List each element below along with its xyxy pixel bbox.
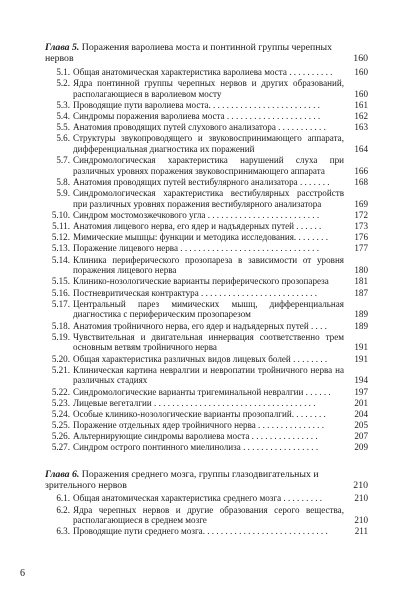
- chapter-number: Глава 5.: [45, 42, 80, 53]
- entry-title: Клиника периферического прозопареза в зависимости от уровня поражения лицевого нерва: [73, 254, 344, 276]
- entry-title: Чувствительная и двигательная иннервация соответственно трем основным ветвям тройничного нерва: [73, 331, 344, 353]
- chapter-heading: [45, 469, 368, 492]
- entry-title: Синдромологическая характеристика вестибулярных расстройств при различных уровнях поражения вестибулярного анализатора: [73, 188, 344, 209]
- entry-page: 164: [354, 143, 368, 154]
- toc-entry: [45, 288, 368, 299]
- entry-number: 5.27.: [51, 442, 70, 453]
- entry-number: 5.9.: [56, 188, 70, 199]
- entry-page: 161: [354, 99, 368, 110]
- entry-page: 160: [354, 88, 368, 99]
- entry-title: Ядра черепных нервов и другие образования серого вещества, располагающиеся в среднем мозге: [73, 504, 344, 526]
- entry-title: Анатомия проводящих путей вестибулярного анализатора . . . . . . .: [73, 176, 330, 187]
- entry-number: 5.4.: [56, 110, 70, 121]
- chapter-heading: [45, 42, 368, 65]
- toc-entry: [45, 67, 368, 78]
- entry-page: 205: [354, 420, 368, 431]
- entry-number: 5.21.: [51, 364, 70, 375]
- entry-page: 180: [354, 265, 368, 276]
- entry-title: Поражение отдельных ядер тройничного нерва . . . . . . . . . . . . . . .: [73, 420, 324, 431]
- entry-number: 5.18.: [51, 320, 70, 331]
- entry-number: 6.2.: [56, 504, 70, 515]
- entry-page: 207: [354, 431, 368, 442]
- entry-title: Синдромы поражения варолиева моста . . . . . . . . . . . . . . . . . . . . .: [73, 110, 321, 121]
- entry-number: 6.1.: [56, 493, 70, 504]
- entry-title: Общая характеристика различных видов лицевых болей . . . . . . . .: [73, 353, 328, 364]
- entry-page: 194: [354, 375, 368, 386]
- entry-title: Проводящие пути варолиева моста. . . . . . . . . . . . . . . . . . . . . . . . .: [73, 99, 320, 110]
- entry-page: 187: [354, 287, 368, 298]
- entry-number: 6.3.: [56, 526, 70, 537]
- entry-number: 5.24.: [51, 408, 70, 419]
- entry-page: 177: [354, 243, 368, 254]
- entry-page: 197: [354, 386, 368, 397]
- toc-entry: [45, 398, 368, 409]
- entry-number: 5.25.: [51, 420, 70, 431]
- entry-page: 204: [354, 408, 368, 419]
- entry-title: Альтернирующие синдромы варолиева моста . . . . . . . . . . . . . . .: [73, 431, 318, 442]
- toc-entry: [45, 354, 368, 365]
- toc-entry: [45, 155, 368, 176]
- toc-entry: [45, 505, 368, 526]
- entry-number: 5.5.: [56, 122, 70, 133]
- entry-number: 5.13.: [51, 243, 70, 254]
- entry-title: Клиническая картина невралгии и невропатии тройничного нерва на различных стадиях: [73, 364, 344, 386]
- toc-entry: [45, 387, 368, 398]
- toc-entry: [45, 232, 368, 243]
- entry-title: Общая анатомическая характеристика варолиева моста . . . . . . . . . .: [73, 66, 333, 77]
- entry-title: Поражение лицевого нерва . . . . . . . . . . . . . . . . . . . . . . . . . . . . . . .: [73, 243, 319, 254]
- chapter-number: Глава 6.: [45, 468, 80, 480]
- entry-page: 210: [354, 515, 368, 526]
- toc-entry: [45, 442, 368, 453]
- entry-title: Анатомия проводящих путей слухового анализатора . . . . . . . . . . .: [73, 122, 326, 133]
- chapter-page: 210: [353, 480, 368, 492]
- chapter-spacer: [45, 454, 368, 469]
- entry-page: 191: [354, 353, 368, 364]
- entry-number: 5.6.: [56, 133, 70, 144]
- entry-title: Постневритическая контрактура . . . . . . . . . . . . . . . . . . . . . . . . . .: [73, 287, 317, 298]
- entry-title: Синдромологическая характеристика нарушений слуха при различных уровнях поражения звуковоспринимающего аппарата: [73, 155, 344, 176]
- entry-number: 5.10.: [51, 209, 70, 220]
- chapter-page: 160: [353, 53, 368, 65]
- page-number: 6: [20, 568, 25, 579]
- toc-entry: [45, 365, 368, 386]
- toc-entry: [45, 243, 368, 254]
- entry-title: Центральный парез мимических мышц, дифференциальная диагностика с периферическим прозопарезом: [73, 298, 344, 320]
- entry-title: Ядра понтинной группы черепных нервов и других образований, располагающиеся в варолиевом мосту: [73, 78, 344, 99]
- entry-number: 5.7.: [56, 155, 70, 166]
- entry-page: 201: [354, 397, 368, 408]
- toc-entry: [45, 78, 368, 99]
- chapter-title: Поражения варолиева моста и понтинной группы черепных нервов: [45, 42, 332, 65]
- entry-number: 5.22.: [51, 386, 70, 397]
- entry-title: Синдромологические варианты тригеминальной невралгии . . . . . .: [73, 386, 331, 397]
- entry-page: 191: [354, 342, 368, 353]
- entry-page: 173: [354, 221, 368, 232]
- entry-title: Анатомия тройничного нерва, его ядер и надъядерных путей . . . .: [73, 320, 327, 331]
- entry-number: 5.1.: [56, 66, 70, 77]
- entry-number: 5.16.: [51, 287, 70, 298]
- toc-entry: [45, 409, 368, 420]
- entry-page: 166: [354, 165, 368, 176]
- toc-entry: [45, 122, 368, 133]
- entry-page: 168: [354, 176, 368, 187]
- entry-title: Лицевые вегеталгии . . . . . . . . . . . . . . . . . . . . . . . . . . . . . . . . . . . .: [73, 397, 316, 408]
- chapter-title: Поражения среднего мозга, группы глазодвигательных и зрительного нервов: [45, 468, 319, 492]
- entry-page: 209: [354, 442, 368, 453]
- entry-page: 176: [354, 232, 368, 243]
- entry-title: Особые клинико-нозологические варианты прозопалгий. . . . . . . .: [73, 408, 326, 419]
- entry-page: 210: [354, 493, 368, 504]
- entry-title: Клинико-нозологические варианты периферического прозопареза: [73, 276, 329, 287]
- toc-entry: [45, 255, 368, 276]
- toc-entry: [45, 210, 368, 221]
- entry-title: Синдром острого понтинного миелинолиза . . . . . . . . . . . . . . . . .: [73, 442, 319, 453]
- entry-number: 5.2.: [56, 78, 70, 88]
- entry-number: 5.26.: [51, 431, 70, 442]
- entry-number: 5.11.: [52, 221, 70, 232]
- entry-page: 189: [354, 320, 368, 331]
- entry-title: Проводящие пути среднего мозга. . . . . . . . . . . . . . . . . . . . . . . . . . . .: [73, 526, 328, 537]
- toc-entry: [45, 276, 368, 287]
- toc-entry: [45, 420, 368, 431]
- entry-title: Мимические мышцы: функции и методика исследования. . . . . . . .: [73, 232, 329, 243]
- entry-number: 5.14.: [51, 254, 70, 265]
- entry-page: 169: [354, 198, 368, 209]
- entry-page: 162: [354, 110, 368, 121]
- entry-page: 172: [354, 209, 368, 220]
- entry-title: Структуры звукопроводящего и звуковоспринимающего аппарата, дифференциальная диагностика их поражений: [73, 133, 344, 154]
- toc-entry: [45, 177, 368, 188]
- toc-entry: [45, 188, 368, 209]
- entry-page: 163: [354, 122, 368, 133]
- toc-entry: [45, 321, 368, 332]
- entry-title: Синдром мостомозжечкового угла . . . . . . . . . . . . . . . . . . . . . . . . .: [73, 209, 320, 220]
- entry-number: 5.20.: [51, 353, 70, 364]
- toc-entry: [45, 526, 368, 537]
- entry-number: 5.3.: [56, 99, 70, 110]
- toc-entry: [45, 133, 368, 154]
- entry-number: 5.12.: [51, 232, 70, 243]
- entry-title: Общая анатомическая характеристика среднего мозга . . . . . . . . .: [73, 493, 323, 504]
- entry-page: 211: [354, 526, 368, 537]
- entry-number: 5.8.: [56, 176, 70, 187]
- toc-entry: [45, 431, 368, 442]
- entry-number: 5.17.: [51, 298, 70, 309]
- entry-number: 5.19.: [51, 331, 70, 342]
- entry-page: 189: [354, 309, 368, 320]
- toc-entry: [45, 299, 368, 320]
- toc-entry: [45, 332, 368, 353]
- entry-page: 160: [354, 66, 368, 77]
- entry-number: 5.15.: [51, 276, 70, 287]
- entry-title: Анатомия лицевого нерва, его ядер и надъядерных путей . . . . . .: [73, 221, 322, 232]
- entry-page: 181: [354, 276, 368, 287]
- toc-entry: [45, 100, 368, 111]
- table-of-contents: [45, 42, 368, 538]
- toc-entry: [45, 493, 368, 504]
- entry-number: 5.23.: [51, 397, 70, 408]
- toc-entry: [45, 221, 368, 232]
- toc-entry: [45, 111, 368, 122]
